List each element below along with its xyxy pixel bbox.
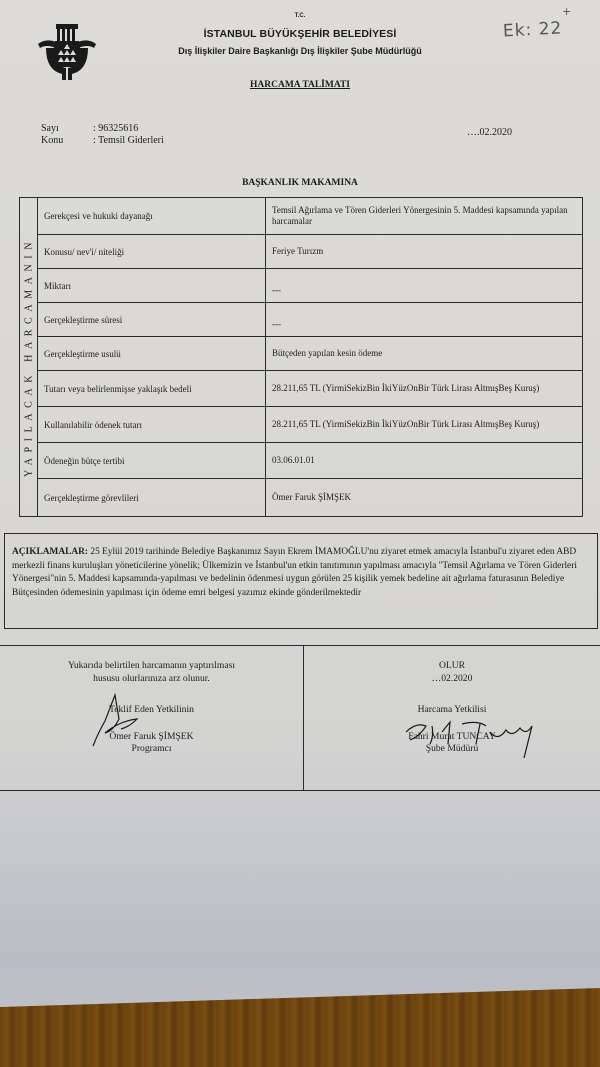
table-row <box>38 443 582 479</box>
table-rows <box>38 198 582 516</box>
approver-title: Şube Müdürü <box>425 743 479 754</box>
table-row <box>38 235 582 269</box>
table-row <box>38 407 582 443</box>
row-value: Temsil Ağırlama ve Tören Giderleri Yönergesinin 5. Maddesi kapsamında yapılan harcamalar <box>272 205 568 226</box>
document-meta <box>41 123 164 147</box>
table-row <box>38 269 582 303</box>
row-label: Gerçekleştirme süresi <box>38 303 266 336</box>
table-row <box>38 337 582 371</box>
subject-label: Konu <box>41 135 64 146</box>
approver-role: Harcama Yetkilisi <box>417 704 487 715</box>
row-value: Feriye Turızm <box>272 246 324 256</box>
proposer-signature-block <box>0 646 304 790</box>
row-value: 28.211,65 TL (YirmiSekizBin İkiYüzOnBir Türk Lirası AltmışBeş Kuruş) <box>272 383 540 393</box>
row-label: Ödeneğin bütçe tertibi <box>38 443 266 478</box>
row-value: --- <box>272 319 281 329</box>
row-value: Ömer Faruk ŞİMŞEK <box>272 492 351 502</box>
row-label: Kullanılabilir ödenek tutarı <box>38 407 266 442</box>
handwritten-mark: + <box>562 5 572 18</box>
subject-value: : Temsil Giderleri <box>93 135 164 146</box>
description-text: 25 Eylül 2019 tarihinde Belediye Başkanımız Sayın Ekrem İMAMOĞLU'nu ziyaret etmek amacıyla İstanbul'u ziyaret eden ABD merkezli finans kuruluşları yöneticilerine yönelik; Ülkemizin ve İstanbul'un etkin tanıtımının yapılması amacıyla "Temsil Ağırlama ve Tören Giderleri Yönergesi"nin 5. Maddesi kapsamında-yapılması ve bedelinin ödenmesi uygun görülen 25 kişilik yemek bedeline ait ağırlama faturasının Belediye Bütçesinden ödemesinin yapılması için ödeme emri belgesi yazımız ekinde gönderilmektedir <box>12 547 577 598</box>
table-row <box>38 303 582 337</box>
approver-signature-block <box>304 646 600 790</box>
request-line-1: Yukarıda belirtilen harcamanın yaptırılması <box>67 660 236 671</box>
approver-name: Fahri Murat TUNCAY <box>408 731 496 742</box>
department-name: Dış İlişkiler Daire Başkanlığı Dış İlişkiler Şube Müdürlüğü <box>178 46 422 56</box>
number-label: Sayı <box>41 123 59 134</box>
proposer-name: Ömer Faruk ŞİMŞEK <box>109 731 194 742</box>
description-box <box>4 533 598 629</box>
row-value: Bütçeden yapılan kesin ödeme <box>272 348 383 358</box>
row-label: Gerekçesi ve hukuki dayanağı <box>38 198 266 234</box>
table-row <box>38 479 582 516</box>
document-title: HARCAMA TALİMATI <box>249 80 351 90</box>
row-label: Konusu/ nev'i/ niteliği <box>38 235 266 268</box>
row-label: Gerçekleştirme usulü <box>38 337 266 370</box>
signature-section <box>0 645 600 791</box>
expense-table <box>19 197 583 517</box>
row-label: Miktarı <box>38 269 266 302</box>
approval-date: …02.2020 <box>431 673 473 684</box>
approval-text: OLUR <box>438 660 466 671</box>
proposer-role: Teklif Eden Yetkilinin <box>109 704 194 715</box>
row-label: Gerçekleştirme görevlileri <box>38 479 266 516</box>
table-row <box>38 198 582 235</box>
vertical-heading-column <box>20 198 38 516</box>
proposer-title: Programcı <box>131 743 172 754</box>
row-label: Tutarı veya belirlenmişse yaklaşık bedeli <box>38 371 266 406</box>
row-value: 28.211,65 TL (YirmiSekizBin İkiYüzOnBir Türk Lirası AltmışBeş Kuruş) <box>272 419 540 429</box>
header-tc: T.C. <box>294 13 306 19</box>
handwritten-note: Ek: 22 <box>502 18 563 42</box>
ibb-logo-icon <box>36 22 98 82</box>
row-value: 03.06.01.01 <box>272 455 315 465</box>
organization-name: İSTANBUL BÜYÜKŞEHİR BELEDİYESİ <box>203 28 397 40</box>
description-label: AÇIKLAMALAR: <box>12 547 89 557</box>
request-line-2: hususu olurlarınıza arz olunur. <box>93 673 210 684</box>
table-row <box>38 371 582 407</box>
addressee: BAŞKANLIK MAKAMINA <box>242 178 358 188</box>
document-date: ….02.2020 <box>467 127 512 138</box>
number-value: : 96325616 <box>93 123 139 134</box>
row-value: --- <box>272 285 281 295</box>
vertical-heading: YAPILACAK HARCAMANIN <box>23 236 34 478</box>
